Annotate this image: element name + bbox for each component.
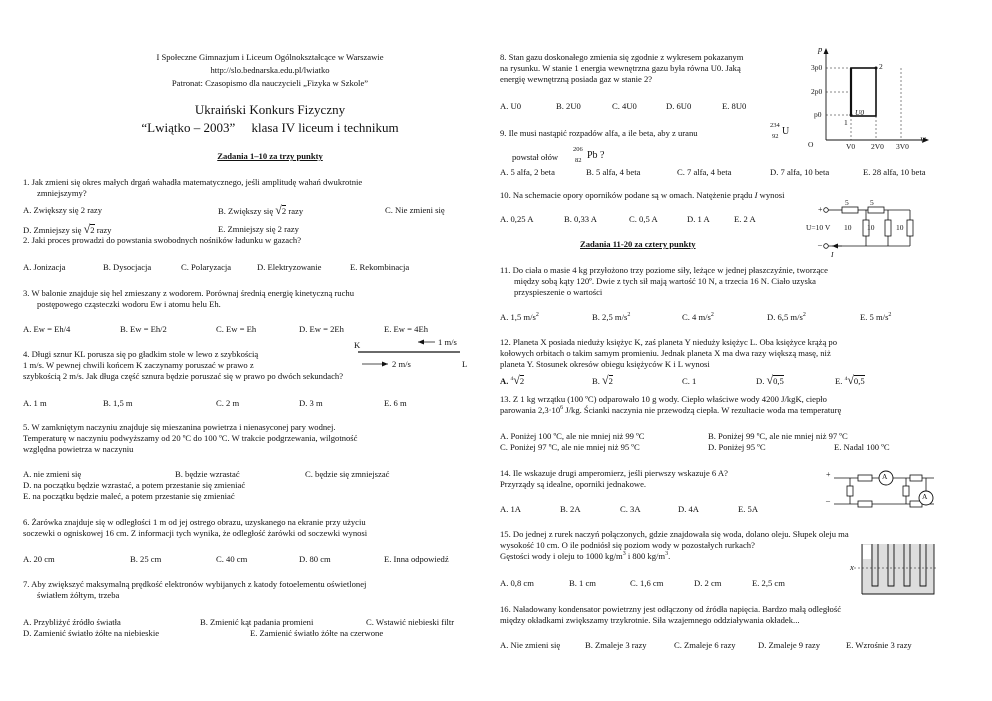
q11-answer-a	[500, 312, 539, 323]
pb-symbol: Pb ?	[587, 150, 605, 161]
circuit-minus: –	[818, 240, 822, 249]
q2-answer-b: B. Dysocjacja	[103, 262, 152, 272]
pv-tick-3v0: 3V0	[896, 142, 909, 151]
q16-answer-e: E. Wzrośnie 3 razy	[846, 640, 912, 650]
q15-water-exp: 3	[622, 551, 626, 558]
q12-e-radicand: 0,5	[853, 376, 865, 386]
q13-exponent: 6	[560, 405, 564, 412]
sqrt-symbol: √	[602, 373, 609, 387]
q15-oil-exp: 3	[665, 551, 669, 558]
ammeter-circuit-minus: –	[826, 496, 830, 505]
q8-answer-d: D. 6U0	[666, 101, 692, 111]
q6-text: 6. Żarówka znajduje się w odległości 1 m od jej ostrego obrazu, uzyskanego na ekranie przy użyciu	[23, 517, 366, 527]
q7-answer-d: D. Zamienić światło żółte na niebieskie	[23, 628, 160, 638]
section-heading-2: Zadania 11-20 za cztery punkty	[580, 239, 696, 249]
resistor-5-first: 5	[845, 198, 849, 207]
q1-answer-c: C. Nie zmieni się	[385, 205, 445, 215]
q4-text: 4. Długi sznur KL porusza się po gładkim stole w lewo z szybkością	[23, 349, 259, 359]
patron-line: Patronat: Czasopismo dla nauczycieli „Fizyka w Szkole”	[171, 78, 369, 88]
q6-answer-e: E. Inna odpowiedź	[384, 554, 449, 564]
q16-answer-d: D. Zmaleje 9 razy	[758, 640, 821, 650]
q8-text: 8. Stan gazu doskonałego zmienia się zgodnie z wykresem pokazanym	[500, 52, 744, 62]
q5-answer-b: B. będzie wzrastać	[175, 469, 240, 479]
resistor-5-second: 5	[870, 198, 874, 207]
q4-answer-c: C. 2 m	[216, 398, 240, 408]
q11-d-exp: 2	[802, 312, 806, 319]
q12-e-label: E.	[835, 376, 843, 386]
q2-answer-e: E. Rekombinacja	[350, 262, 410, 272]
vessel-x-label: x	[850, 562, 854, 572]
q1-text-cont: zmniejszymy?	[37, 188, 87, 198]
ammeter-circuit	[822, 460, 942, 520]
voltage-label: U=10 V	[806, 223, 831, 232]
q12-text-2: kołowych orbitach o takim samym promieniu. Jednak planeta X ma dwa razy większą masę, niż	[500, 348, 831, 358]
pv-axis-v: V	[920, 135, 926, 145]
q4-answer-b: B. 1,5 m	[103, 398, 133, 408]
u-mass-number: 234	[770, 122, 780, 129]
q11-text-2: między sobą kąty 120º. Dwie z tych sił mają wartość 10 N, a trzecia 16 N. Ciało uzyska	[514, 276, 816, 286]
q13-text-2	[500, 405, 841, 416]
q1-b-radicand: 2	[281, 206, 287, 216]
q11-b-value: B. 2,5 m/s	[592, 312, 628, 322]
resistor-10-first: 10	[844, 223, 852, 232]
q15-text-3	[500, 551, 670, 562]
q12-answer-d	[756, 373, 784, 388]
pb-mass-number: 206	[573, 146, 583, 153]
q10-text	[500, 190, 785, 201]
q10-answer-b: B. 0,33 A	[564, 214, 597, 224]
rope-end-l: L	[462, 359, 468, 369]
q12-e-root-index: 4	[844, 376, 848, 383]
q14-answer-c: C. 3A	[620, 504, 641, 514]
q9-answer-c: C. 7 alfa, 4 beta	[677, 167, 732, 177]
pv-point-1: 1	[844, 118, 848, 127]
q8-answer-e: E. 8U0	[722, 101, 747, 111]
q4-answer-d: D. 3 m	[299, 398, 323, 408]
q1-answer-e: E. Zmniejszy się 2 razy	[218, 224, 299, 234]
q1-d-label: D. Zmniejszy się	[23, 225, 82, 235]
communicating-vessels	[848, 538, 940, 598]
contest-subtitle: “Lwiątko – 2003” klasa IV liceum i technikum	[141, 120, 399, 135]
circuit-plus: +	[818, 205, 823, 214]
q5-answer-e: E. na początku będzie maleć, a potem przestanie się zmieniać	[23, 491, 235, 501]
q11-c-value: C. 4 m/s	[682, 312, 711, 322]
q11-d-value: D. 6,5 m/s	[767, 312, 803, 322]
pv-tick-v0: V0	[846, 142, 856, 151]
q13-answer-e: E. Nadal 100 ºC	[834, 442, 890, 452]
pv-origin: O	[808, 140, 814, 149]
rope-end-k: K	[354, 340, 361, 350]
q11-e-value: E. 5 m/s	[860, 312, 889, 322]
q11-b-exp: 2	[627, 312, 631, 319]
q6-answer-a: A. 20 cm	[23, 554, 55, 564]
sqrt-symbol: √	[275, 203, 282, 217]
contest-url: http://slo.bednarska.edu.pl/lwiatko	[210, 65, 330, 75]
q7-text-2: światłem żółtym, trzeba	[37, 590, 120, 600]
q9-text-2: powstał ołów	[512, 152, 559, 162]
q8-answer-b: B. 2U0	[556, 101, 581, 111]
q12-answer-b	[592, 373, 613, 388]
q8-answer-c: C. 4U0	[612, 101, 637, 111]
q11-c-exp: 2	[710, 312, 714, 319]
q14-answer-d: D. 4A	[678, 504, 700, 514]
q5-answer-a: A. nie zmieni się	[23, 469, 82, 479]
q15-period: .	[668, 551, 671, 561]
q14-text-2: Przyrządy są idealne, oporniki jednakowe.	[500, 479, 647, 489]
q12-answer-c: C. 1	[682, 376, 697, 386]
q3-answer-a: A. Ew = Eh/4	[23, 324, 71, 334]
q7-answer-b: B. Zmienić kąt padania promieni	[200, 617, 314, 627]
q14-answer-b: B. 2A	[560, 504, 581, 514]
q14-text: 14. Ile wskazuje drugi amperomierz, jeśli pierwszy wskazuje 6 A?	[500, 468, 728, 478]
q14-answer-a: A. 1A	[500, 504, 522, 514]
q9-answer-e: E. 28 alfa, 10 beta	[863, 167, 926, 177]
q15-water-density: Gęstości wody i oleju to 1000 kg/m	[500, 551, 623, 561]
q10-answer-a: A. 0,25 A	[500, 214, 534, 224]
q13-answer-b: B. Poniżej 99 ºC, ale nie mniej niż 97 ºC	[708, 431, 848, 441]
q8-answer-a: A. U0	[500, 101, 522, 111]
q1-b-unit: razy	[288, 206, 304, 216]
q13-answer-d: D. Poniżej 95 ºC	[708, 442, 766, 452]
q12-d-radicand: 0,5	[773, 376, 784, 386]
q11-e-exp: 2	[888, 312, 892, 319]
q6-answer-c: C. 40 cm	[216, 554, 248, 564]
q11-a-exp: 2	[535, 312, 539, 319]
q9-answer-d: D. 7 alfa, 10 beta	[770, 167, 830, 177]
q5-text-2: Temperaturę w naczyniu podwyższamy od 20 ºC do 100 ºC. W trakcie podgrzewania, wilgotność	[23, 433, 358, 443]
q5-answer-d: D. na początku będzie wzrastać, a potem przestanie się zmieniać	[23, 480, 246, 490]
sqrt-symbol: √	[847, 373, 854, 387]
q3-answer-e: E. Ew = 4Eh	[384, 324, 428, 334]
u-symbol: U	[782, 126, 790, 137]
circuit-current-label: I	[831, 250, 834, 259]
q12-answer-e	[835, 373, 865, 388]
ammeter-1-label: A	[882, 472, 888, 481]
q7-text: 7. Aby zwiększyć maksymalną prędkość elektronów wybijanych z katody fotoelementu oświetlonej	[23, 579, 367, 589]
pv-u0-label: U0	[855, 108, 865, 117]
q15-answer-e: E. 2,5 cm	[752, 578, 785, 588]
pv-tick-p0: p0	[814, 110, 822, 119]
q12-text-3: planeta Y. Stosunek okresów obiegu księżyców K i L wynosi	[500, 359, 710, 369]
q16-answer-b: B. Zmaleje 3 razy	[585, 640, 647, 650]
q12-b-radicand: 2	[608, 376, 613, 386]
q2-answer-d: D. Elektryzowanie	[257, 262, 322, 272]
pv-tick-2v0: 2V0	[871, 142, 884, 151]
q9-text: 9. Ile musi nastąpić rozpadów alfa, a ile beta, aby z uranu	[500, 128, 698, 138]
q6-answer-d: D. 80 cm	[299, 554, 331, 564]
q3-answer-c: C. Ew = Eh	[216, 324, 257, 334]
q4-text-2: 1 m/s. W pewnej chwili końcem K zaczynamy poruszać w prawo z	[23, 360, 254, 370]
q8-text-2: na rysunku. W stanie 1 energia wewnętrzna gazu była równa U0. Jaką	[500, 63, 741, 73]
q11-answer-c	[682, 312, 714, 323]
q6-text-2: soczewki o ogniskowej 16 cm. Z informacji tych wynika, że odległość żarówki od soczewki wynosi	[23, 528, 368, 538]
q10-text-main: 10. Na schemacie opory oporników podane są w omach. Natężenie prądu	[500, 190, 753, 200]
q4-answer-e: E. 6 m	[384, 398, 407, 408]
q1-d-unit: razy	[96, 225, 112, 235]
q16-text-2: między okładkami zwiększamy trzykrotnie. Siła wzajemnego oddziaływania okładek...	[500, 615, 800, 625]
q4-text-3: szybkością 2 m/s. Jak długa część sznura będzie poruszać się w prawo po dwóch sekundach?	[23, 371, 344, 381]
q12-a-label: A.	[500, 376, 509, 386]
q3-text: 3. W balonie znajduje się hel zmieszany z wodorem. Porównaj średnią energię kinetyczną ruchu	[23, 288, 354, 298]
section-heading-1: Zadania 1–10 za trzy punkty	[217, 151, 323, 161]
q16-answer-a: A. Nie zmieni się	[500, 640, 561, 650]
q10-answer-c: C. 0,5 A	[629, 214, 658, 224]
ammeter-circuit-plus: +	[826, 470, 831, 479]
q11-text: 11. Do ciała o masie 4 kg przyłożono trzy poziome siły, leżące w jednej płaszczyźnie, tworzące	[500, 265, 828, 275]
q2-answer-c: C. Polaryzacja	[181, 262, 232, 272]
q4-answer-a: A. 1 m	[23, 398, 47, 408]
q12-text: 12. Planeta X posiada nieduży księżyc K, zaś planeta Y nieduży księżyc L. Oba księżyce krążą po	[500, 337, 838, 347]
q15-answer-b: B. 1 cm	[569, 578, 596, 588]
pv-point-2: 2	[879, 62, 883, 71]
q1-answer-a: A. Zwiększy się 2 razy	[23, 205, 102, 215]
q5-answer-c: C. będzie się zmniejszać	[305, 469, 390, 479]
pv-diagram	[812, 44, 952, 148]
q16-answer-c: C. Zmaleje 6 razy	[674, 640, 736, 650]
resistor-10-second: 10	[867, 223, 875, 232]
q15-answer-d: D. 2 cm	[694, 578, 722, 588]
q7-answer-a: A. Przybliżyć źródło światła	[23, 617, 121, 627]
q14-answer-e: E. 5A	[738, 504, 759, 514]
q3-text-cont: postępowego cząsteczki wodoru Ew i atomu helu Eh.	[37, 299, 221, 309]
velocity-left-label: 1 m/s	[438, 337, 457, 347]
q15-answer-c: C. 1,6 cm	[630, 578, 664, 588]
q1-b-label: B. Zwiększy się	[218, 206, 274, 216]
q10-current-symbol: I	[754, 190, 758, 200]
q1-text: 1. Jak zmieni się okres małych drgań wahadła matematycznego, jeśli amplitudę wahań dwukrotnie	[23, 177, 363, 187]
q9-answer-a: A. 5 alfa, 2 beta	[500, 167, 555, 177]
q10-answer-d: D. 1 A	[687, 214, 710, 224]
q11-answer-d	[767, 312, 806, 323]
q13-text: 13. Z 1 kg wrzątku (100 ºC) odparowało 10 g wody. Ciepło właściwe wody 4200 J/kgK, ciepło	[500, 394, 827, 404]
q15-oil-density: i 800 kg/m	[625, 551, 666, 561]
q12-b-label: B.	[592, 376, 600, 386]
sqrt-symbol: √	[513, 373, 520, 387]
q5-text-3: względna powietrza w naczyniu	[23, 444, 134, 454]
q12-d-label: D.	[756, 376, 765, 386]
q12-a-radicand: 2	[519, 376, 525, 386]
q2-text: 2. Jaki proces prowadzi do powstania swobodnych nośników ładunku w gazach?	[23, 235, 302, 245]
q13-text-2b: J/kg. Ścianki naczynia nie przewodzą ciepła. W rezultacie woda ma temperaturę	[563, 405, 842, 415]
q10-answer-e: E. 2 A	[734, 214, 756, 224]
contest-title: Ukraiński Konkurs Fizyczny	[194, 102, 346, 117]
q13-text-2a: parowania 2,3·10	[500, 405, 561, 415]
u-atomic-number: 92	[772, 133, 779, 140]
q1-answer-b	[218, 203, 303, 218]
q7-answer-c: C. Wstawić niebieski filtr	[366, 617, 455, 627]
q15-answer-a: A. 0,8 cm	[500, 578, 534, 588]
velocity-right-label: 2 m/s	[392, 359, 411, 369]
pv-tick-2p0: 2p0	[811, 87, 823, 96]
q15-text: 15. Do jednej z rurek naczyń połączonych, gdzie znajdowała się woda, dolano oleju. Słupek oleju ma	[500, 529, 849, 539]
ammeter-2-label: A	[922, 492, 928, 501]
q2-answer-a: A. Jonizacja	[23, 262, 66, 272]
sqrt-symbol: √	[766, 373, 774, 387]
pv-axis-p: p	[818, 44, 823, 54]
q11-a-value: A. 1,5 m/s	[500, 312, 536, 322]
q12-answer-a	[500, 373, 524, 388]
resistor-10-third: 10	[896, 223, 904, 232]
q3-answer-b: B. Ew = Eh/2	[120, 324, 167, 334]
school-name: I Społeczne Gimnazjum i Liceum Ogólnokształcące w Warszawie	[156, 52, 384, 62]
q11-answer-b	[592, 312, 630, 323]
q12-a-root-index: 4	[510, 376, 514, 383]
q11-answer-e	[860, 312, 891, 323]
q16-text: 16. Naładowany kondensator powietrzny jest odłączony od źródła napięcia. Bardzo małą odległość	[500, 604, 842, 614]
q8-text-3: energię wewnętrzną posiada gaz w stanie 2?	[500, 74, 653, 84]
q13-answer-c: C. Poniżej 97 ºC, ale nie mniej niż 95 ºC	[500, 442, 640, 452]
q6-answer-b: B. 25 cm	[130, 554, 162, 564]
q3-answer-d: D. Ew = 2Eh	[299, 324, 344, 334]
q15-text-2: wysokość 10 cm. O ile podniósł się poziom wody w pozostałych rurkach?	[500, 540, 755, 550]
q7-answer-e: E. Zamienić światło żółte na czerwone	[250, 628, 384, 638]
q10-text-end: wynosi	[759, 190, 785, 200]
pb-atomic-number: 82	[575, 157, 582, 164]
pv-tick-3p0: 3p0	[811, 63, 823, 72]
q5-text: 5. W zamkniętym naczyniu znajduje się mieszanina powietrza i nienasyconej pary wodnej.	[23, 422, 336, 432]
q11-text-3: przyspieszenie o wartości	[514, 287, 603, 297]
q1-d-radicand: 2	[90, 225, 95, 235]
q13-answer-a: A. Poniżej 100 ºC, ale nie mniej niż 99 ºC	[500, 431, 645, 441]
sqrt-symbol: √	[83, 222, 91, 236]
q9-answer-b: B. 5 alfa, 4 beta	[586, 167, 641, 177]
